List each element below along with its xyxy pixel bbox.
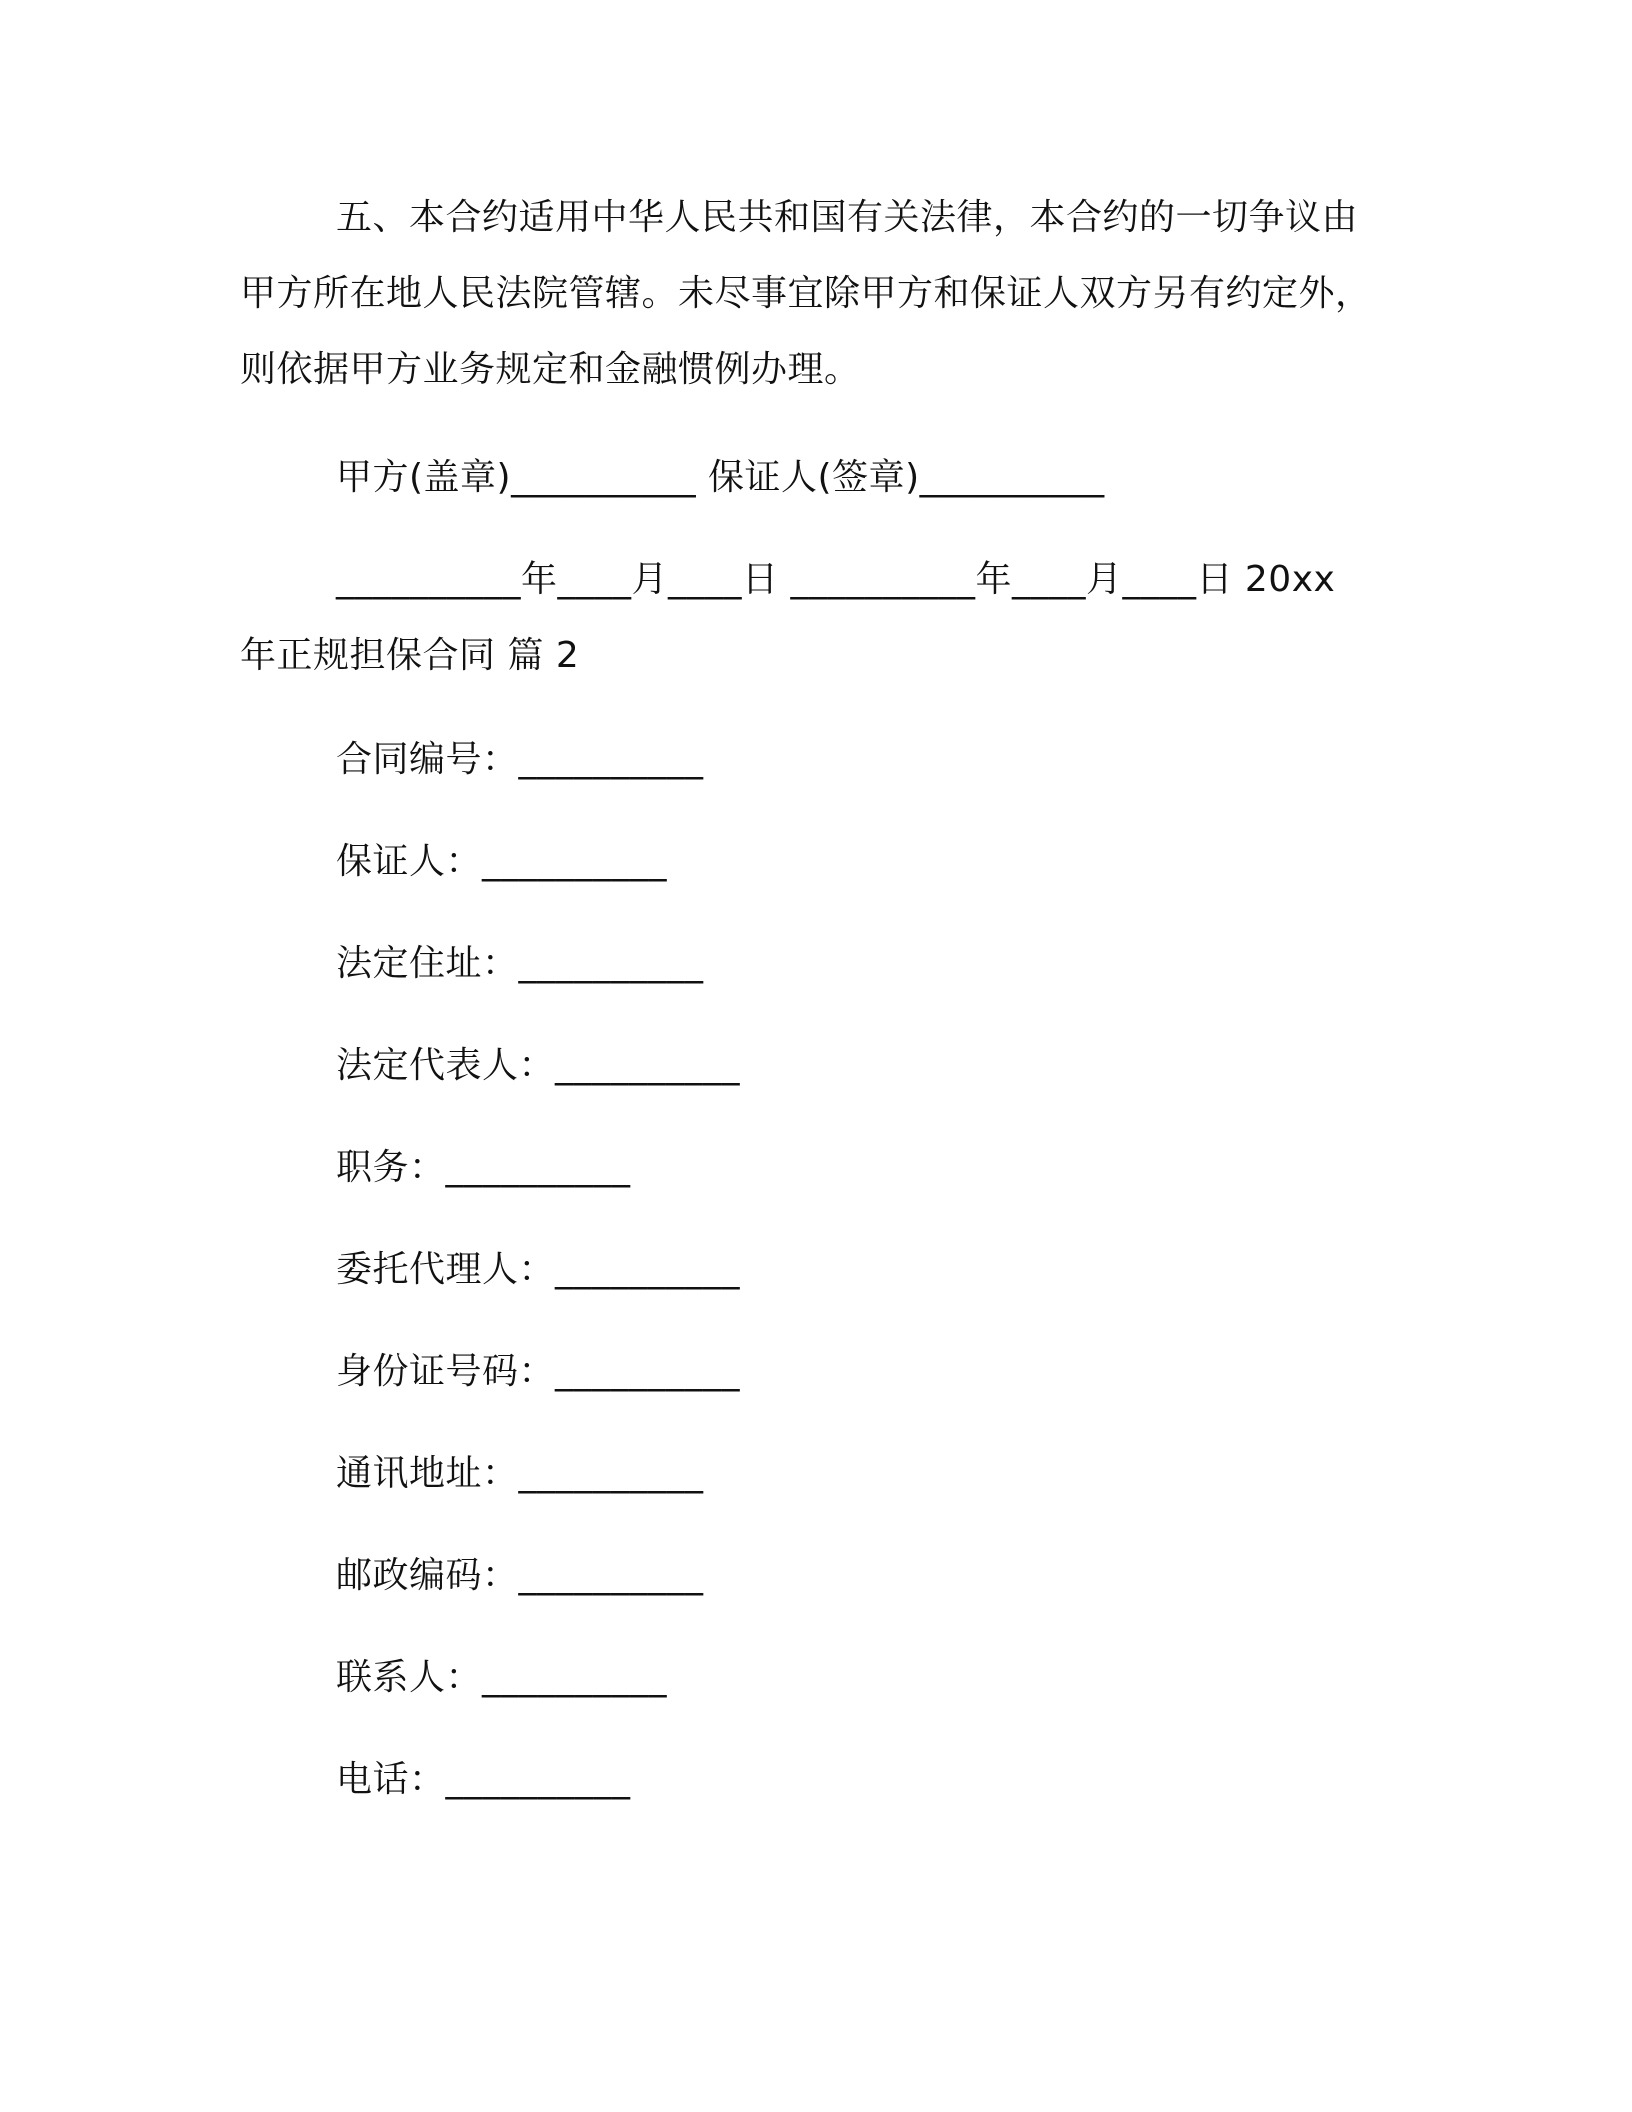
field-contact-person: 联系人：__________ — [336, 1657, 668, 1698]
field-postal-code: 邮政编码：__________ — [336, 1555, 704, 1596]
field-contract-number: 合同编号：__________ — [336, 739, 704, 780]
field-telephone: 电话：__________ — [336, 1759, 631, 1800]
field-legal-address: 法定住址：__________ — [336, 943, 704, 984]
section-heading: 年正规担保合同 篇 2 — [240, 635, 580, 676]
paragraph-5-line-3: 则依据甲方业务规定和金融惯例办理。 — [240, 349, 861, 390]
paragraph-5-line-1: 五、本合约适用中华人民共和国有关法律，本合约的一切争议由 — [336, 197, 1359, 238]
field-position: 职务：__________ — [336, 1147, 631, 1188]
date-line: __________年____月____日 __________年____月____日 20xx — [336, 559, 1336, 600]
field-guarantor: 保证人：__________ — [336, 841, 668, 882]
field-authorized-agent: 委托代理人：__________ — [336, 1249, 741, 1290]
field-id-number: 身份证号码：__________ — [336, 1351, 741, 1392]
paragraph-5-line-2: 甲方所在地人民法院管辖。未尽事宜除甲方和保证人双方另有约定外， — [240, 273, 1372, 314]
field-legal-representative: 法定代表人：__________ — [336, 1045, 741, 1086]
signature-line: 甲方(盖章)__________ 保证人(签章)__________ — [336, 457, 1105, 498]
field-mailing-address: 通讯地址：__________ — [336, 1453, 704, 1494]
